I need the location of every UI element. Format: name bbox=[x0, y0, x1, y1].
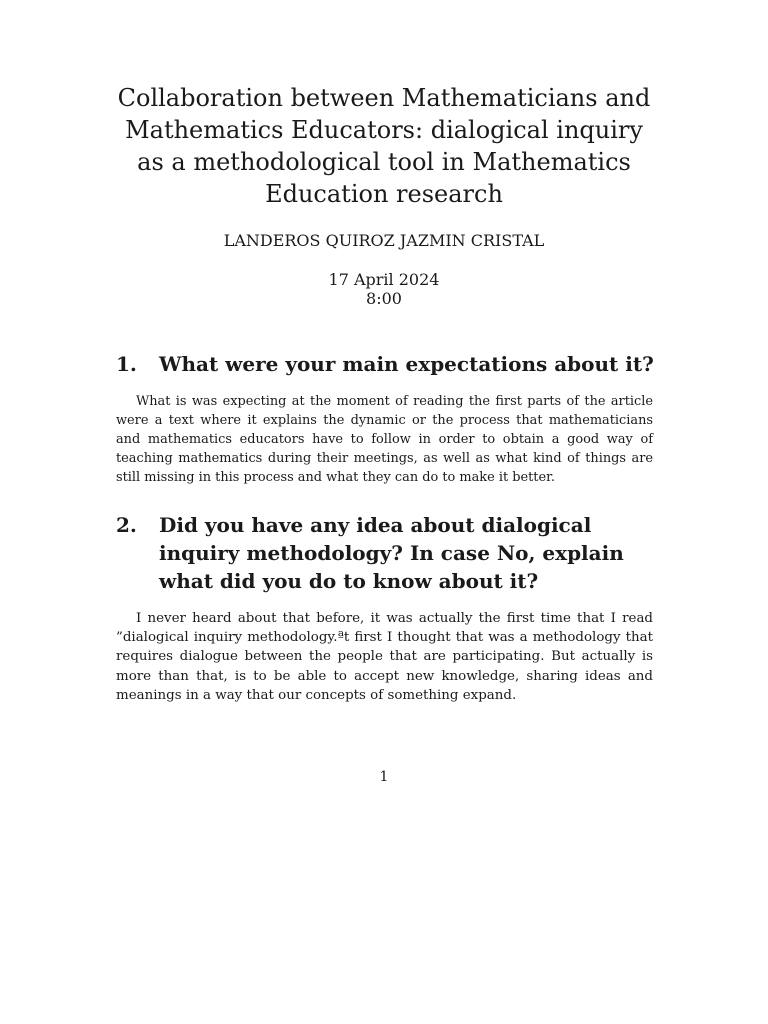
section-1-heading bbox=[116, 350, 661, 378]
document-date-block bbox=[0, 270, 768, 308]
section-2-number: 2. bbox=[116, 513, 137, 537]
section-2-body: I never heard about that before, it was actually the first time that I read ”dialogical inquiry methodology.ªt first I thought that was a methodology that requires dialogue between the people that are participating. But actually is more than that, is to be able to accept new knowledge, sharing ideas and meanings in a way that our concepts of something expand. bbox=[116, 611, 653, 703]
document-date: 17 April 2024 bbox=[328, 270, 440, 289]
section-1-title: What were your main expectations about it? bbox=[159, 352, 654, 376]
section-2-title: Did you have any idea about dialogical inquiry methodology? In case No, explain what did you do to know about it? bbox=[159, 513, 624, 593]
page-number: 1 bbox=[379, 769, 389, 785]
document-author: LANDEROS QUIROZ JAZMIN CRISTAL bbox=[223, 231, 545, 250]
section-1-body: What is was expecting at the moment of reading the first parts of the article were a text where it explains the dynamic or the process that mathematicians and mathematics educators have to follow in order to obtain a good way of teaching mathematics during their meetings, as well as what kind of things are still missing in this process and what they can do to make it better. bbox=[116, 394, 653, 485]
document-title: Collaboration between Mathematicians and Mathematics Educators: dialogical inquiry as a methodological tool in Mathematics Education research bbox=[117, 84, 651, 208]
document-time: 8:00 bbox=[366, 289, 402, 308]
section-1-number: 1. bbox=[116, 352, 137, 376]
section-2-heading bbox=[116, 511, 661, 595]
